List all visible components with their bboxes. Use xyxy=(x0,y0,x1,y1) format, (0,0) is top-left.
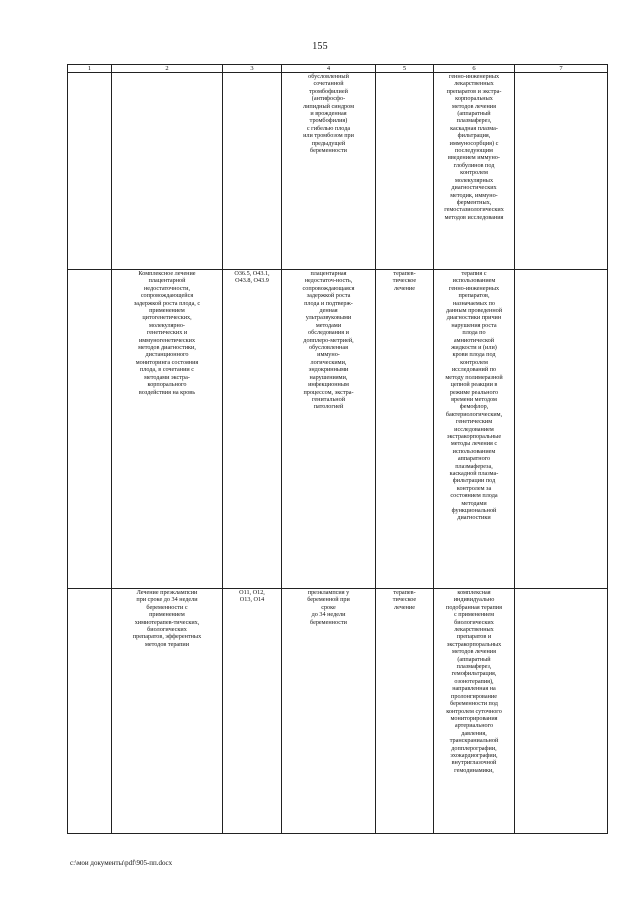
column-number-row xyxy=(68,65,608,73)
column-header-5: 5 xyxy=(376,65,434,73)
treatment-type-cell: терапев- тическое лечение xyxy=(376,270,434,589)
column-header-3: 3 xyxy=(223,65,282,73)
document-file-path: c:\мои документы\pdf\905-пп.docx xyxy=(70,859,173,867)
row-number-cell xyxy=(68,270,112,589)
cost-cell xyxy=(515,589,608,834)
procedure-name-cell: Лечение преэклампсии при сроке до 34 недели беременности с применением химиотерапев-тических, биологических препаратов, эфферентных методов терапии xyxy=(112,589,223,834)
row-number-cell xyxy=(68,589,112,834)
table-row xyxy=(68,73,608,270)
treatment-type-cell xyxy=(376,73,434,270)
diagnosis-code-cell: O11, O12, O13, O14 xyxy=(223,589,282,834)
treatment-method-cell: комплексная индивидуально подобранная терапия с применением биологических лекарственных препаратов и экстракорпоральных методов лечения (аппаратный плазмаферез, гемофильтрация, озонотерапия), направленная на пролонгирование беременности под контролем суточного мониторирования артериального давления, транскраниальной допплерографии, эхокардиографии, внутриглазочной гемодинамики, xyxy=(434,589,515,834)
treatment-method-cell: терапия с использованием генно-инженерных препаратов, назначаемых по данным проведенной диагностики причин нарушения роста плода по амниотической жидкости и (или) крови плода под контролем исследований по методу полимеразной цепной реакции в режиме реального времени методом фемофлор, бактериологическим, генетическим исследованием экстракорпоральные методы лечения с использованием аппаратного плазмафереза, каскадной плазма- фильтрации под контролем за состоянием плода методами функциональной диагностики xyxy=(434,270,515,589)
column-header-1: 1 xyxy=(68,65,112,73)
column-header-2: 2 xyxy=(112,65,223,73)
cost-cell xyxy=(515,73,608,270)
procedure-name-cell: Комплексное лечение плацентарной недостаточности, сопровождающейся задержкой роста плода, с применением цитогенетических, молекулярно- генетических и иммуногенетических методов диагностики, дистанционного мониторинга состояния плода, в сочетании с методами экстра- корпорального воздействия на кровь xyxy=(112,270,223,589)
row-number-cell xyxy=(68,73,112,270)
diagnosis-code-cell: O36.5, O43.1, O43.8, O43.9 xyxy=(223,270,282,589)
table-row xyxy=(68,589,608,834)
column-header-6: 6 xyxy=(434,65,515,73)
patient-model-cell: обусловленный сочетанной тромбофилией (антифосфо- липидный синдром и врожденная тромбофилия) с гибелью плода или тромбозом при предыдущей беременности xyxy=(282,73,376,270)
patient-model-cell: плацентарная недостаточ-ность, сопровождающаяся задержкой роста плода и подтверж- денная ультразвуковыми методами обследования и допплеро-метрией, обусловленная иммуно- логическими, эндокринными нарушениями, инфекционным процессом, экстра- генитальной патологией xyxy=(282,270,376,589)
procedure-name-cell xyxy=(112,73,223,270)
cost-cell xyxy=(515,270,608,589)
diagnosis-code-cell xyxy=(223,73,282,270)
column-header-4: 4 xyxy=(282,65,376,73)
patient-model-cell: преэклампсия у беременной при сроке до 34 недели беременности xyxy=(282,589,376,834)
treatment-type-cell: терапев- тическое лечение xyxy=(376,589,434,834)
page-number: 155 xyxy=(312,41,328,52)
medical-procedures-table xyxy=(67,64,608,834)
table-row xyxy=(68,270,608,589)
column-header-7: 7 xyxy=(515,65,608,73)
treatment-method-cell: генно-инженерных лекарственных препаратов и экстра- корпоральных методов лечения (аппаратный плазмаферез, каскадная плазма- фильтрация, иммуносорбция) с последующим введением иммуно- глобулинов под контролем молекулярных диагностических методик, иммуно- ферментных, гемостазиологических методов исследования xyxy=(434,73,515,270)
